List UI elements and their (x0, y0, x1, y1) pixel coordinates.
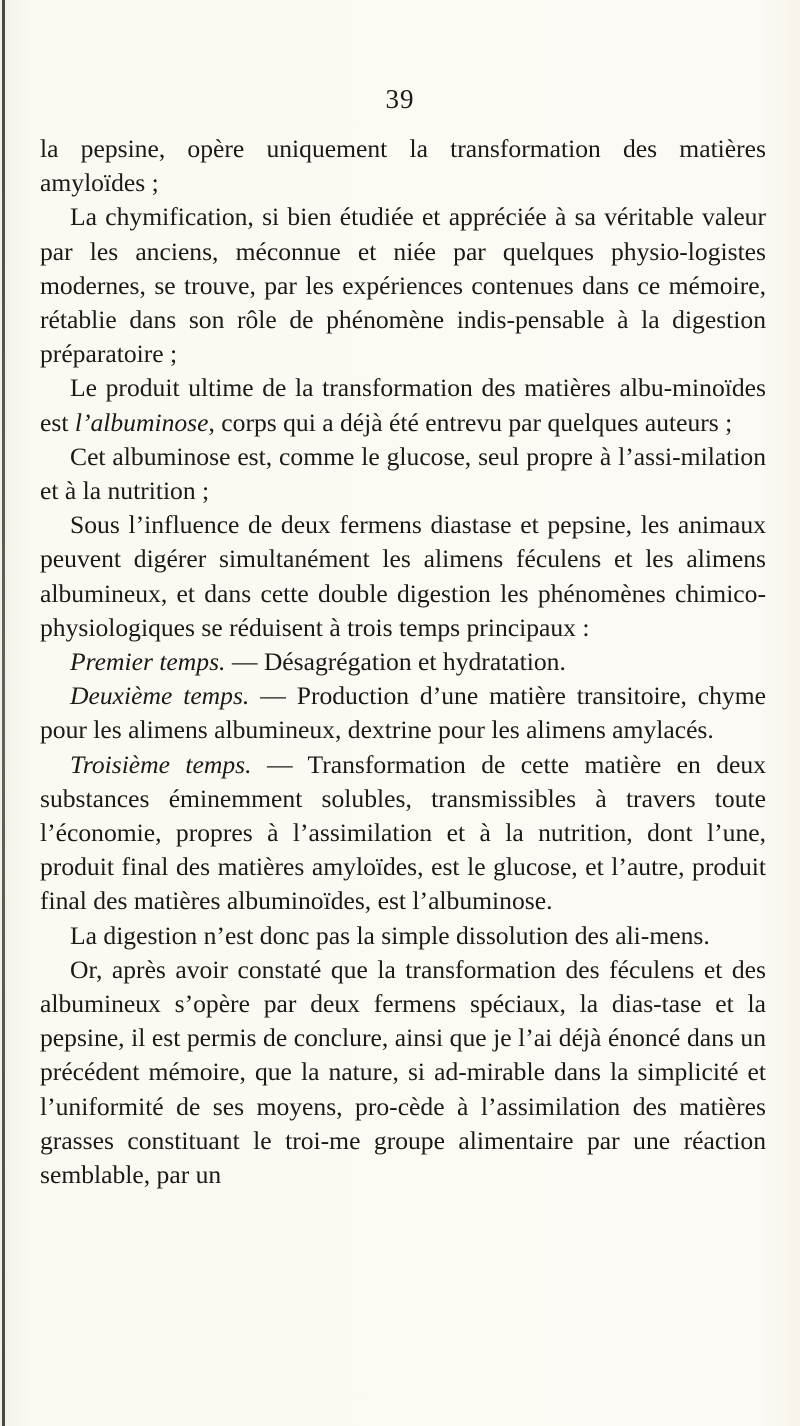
paragraph (40, 953, 766, 1192)
italic-heading: Troisième temps. (70, 749, 252, 779)
paragraph (40, 371, 766, 439)
paragraph (40, 919, 766, 953)
paragraph (40, 748, 766, 919)
paragraph (40, 200, 766, 371)
italic-heading: Premier temps. (70, 647, 226, 677)
paragraph-text: Or, après avoir constaté que la transformation des féculens et des albumineux s’opère par deux fermens spéciaux, la dias-tase et la pepsine, il est permis de conclure, ainsi que je l’ai déjà énoncé dans un précédent mémoire, que la nature, si ad-mirable dans la simplicité et l’uniformité de ses moyens, pro-cède à l’assimilation des matières grasses constituant le troi-me groupe alimentaire par une réaction semblable, par un (40, 954, 766, 1190)
paragraph (40, 440, 766, 508)
paragraph (40, 508, 766, 645)
page-number: 39 (385, 84, 415, 114)
paragraph-text: La chymification, si bien étudiée et appréciée à sa véritable valeur par les anciens, méconnue et niée par quelques physio-logistes modernes, se trouve, par les expériences contenues dans ce mémoire, rétablie dans son rôle de phénomène indis-pensable à la digestion préparatoire ; (40, 202, 766, 369)
paragraph-text: La digestion n’est donc pas la simple dissolution des ali-mens. (70, 920, 710, 950)
paragraph (40, 645, 766, 679)
italic-heading: Deuxième temps. (70, 681, 250, 711)
paragraph-text: la pepsine, opère uniquement la transformation des matières amyloïdes ; (40, 134, 766, 198)
paragraph-text: — Transformation de cette matière en deux substances éminemment solubles, transmissibles à travers toute l’économie, propres à l’assimilation et à la nutrition, dont l’une, produit final des matières amyloïdes, est le glucose, et l’autre, produit final des matières albuminoïdes, est l’albuminose. (40, 749, 766, 916)
paragraph (40, 132, 766, 200)
paragraph-text: , corps qui a déjà été entrevu par quelques auteurs ; (208, 407, 733, 437)
paragraph-text: — Désagrégation et hydratation. (225, 647, 566, 677)
body-text (40, 132, 766, 1192)
paragraph-text: Le produit ultime de la transformation des matières albu-minoïdes est (40, 373, 766, 437)
binding-edge (2, 0, 5, 1426)
paragraph-text: — Production d’une matière transitoire, chyme pour les alimens albumineux, dextrine pour les alimens amylacés. (40, 681, 766, 745)
paragraph-text: Cet albuminose est, comme le glucose, seul propre à l’assi-milation et à la nutrition ; (40, 441, 766, 506)
paragraph (40, 679, 766, 747)
paragraph-text: Sous l’influence de deux fermens diastase et pepsine, les animaux peuvent digérer simultanément les alimens féculens et les alimens albumineux, et dans cette double digestion les phénomènes chimico-physiologiques se réduisent à trois temps principaux : (40, 510, 766, 642)
italic-term: l’albuminose (74, 407, 209, 437)
